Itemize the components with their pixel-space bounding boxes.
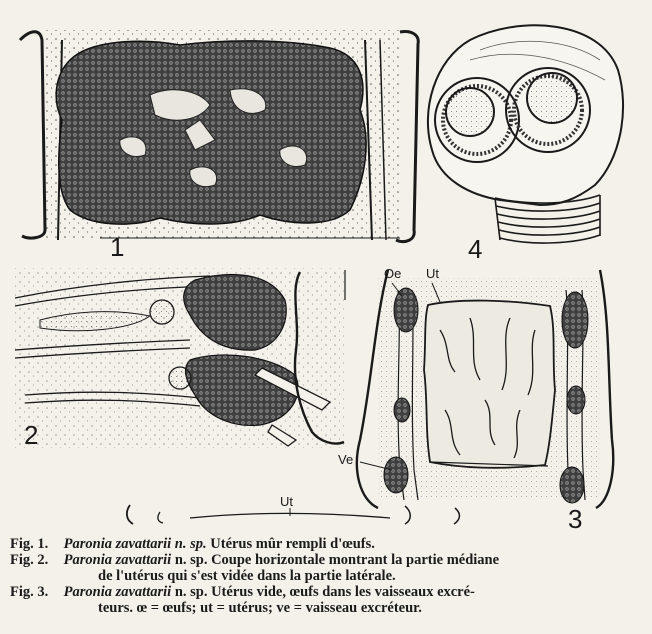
figure-1-number: 1 xyxy=(110,232,125,262)
caption-fig3-species: Paronia zavattarii xyxy=(63,584,172,600)
caption-fig3 xyxy=(10,584,646,600)
figure-3-label-oe: Oe xyxy=(384,266,402,281)
caption-fig3-text: n. sp. Utérus vide, œufs dans les vaisseaux excré- xyxy=(174,584,475,600)
figure-1-uterus-full xyxy=(20,30,418,242)
caption-fig1 xyxy=(10,536,646,552)
figure-uterus-strip xyxy=(127,505,460,524)
figure-4-number: 4 xyxy=(468,234,483,264)
caption-fig1-number: Fig. 1. xyxy=(10,536,49,552)
caption-fig2-species: Paronia zavattarii xyxy=(63,552,172,568)
caption-fig2-continued: de l'utérus qui s'est vidée dans la partie latérale. xyxy=(98,568,396,584)
caption-fig2-text: n. sp. Coupe horizontale montrant la partie médiane xyxy=(174,552,500,568)
caption-fig2-number: Fig. 2. xyxy=(10,552,49,568)
figure-4-scolex xyxy=(428,25,623,243)
figure-2-uterus-section xyxy=(14,268,345,448)
caption-fig1-text: Utérus mûr rempli d'œufs. xyxy=(210,536,375,552)
figure-3-number: 3 xyxy=(568,504,583,534)
caption-fig3-number: Fig. 3. xyxy=(10,584,49,600)
uterus-strip-label-ut: Ut xyxy=(280,494,293,509)
figure-2-number: 2 xyxy=(24,420,39,450)
caption-fig3-continued: teurs. œ = œufs; ut = utérus; ve = vaisseau excréteur. xyxy=(98,600,422,616)
caption-fig2 xyxy=(10,552,646,568)
figure-3-uterus-empty xyxy=(357,270,613,508)
figure-3-label-ve: Ve xyxy=(338,452,354,467)
caption-fig1-species: Paronia zavattarii n. sp. xyxy=(63,536,207,552)
figure-caption xyxy=(10,536,646,616)
figure-3-label-ut: Ut xyxy=(426,266,439,281)
